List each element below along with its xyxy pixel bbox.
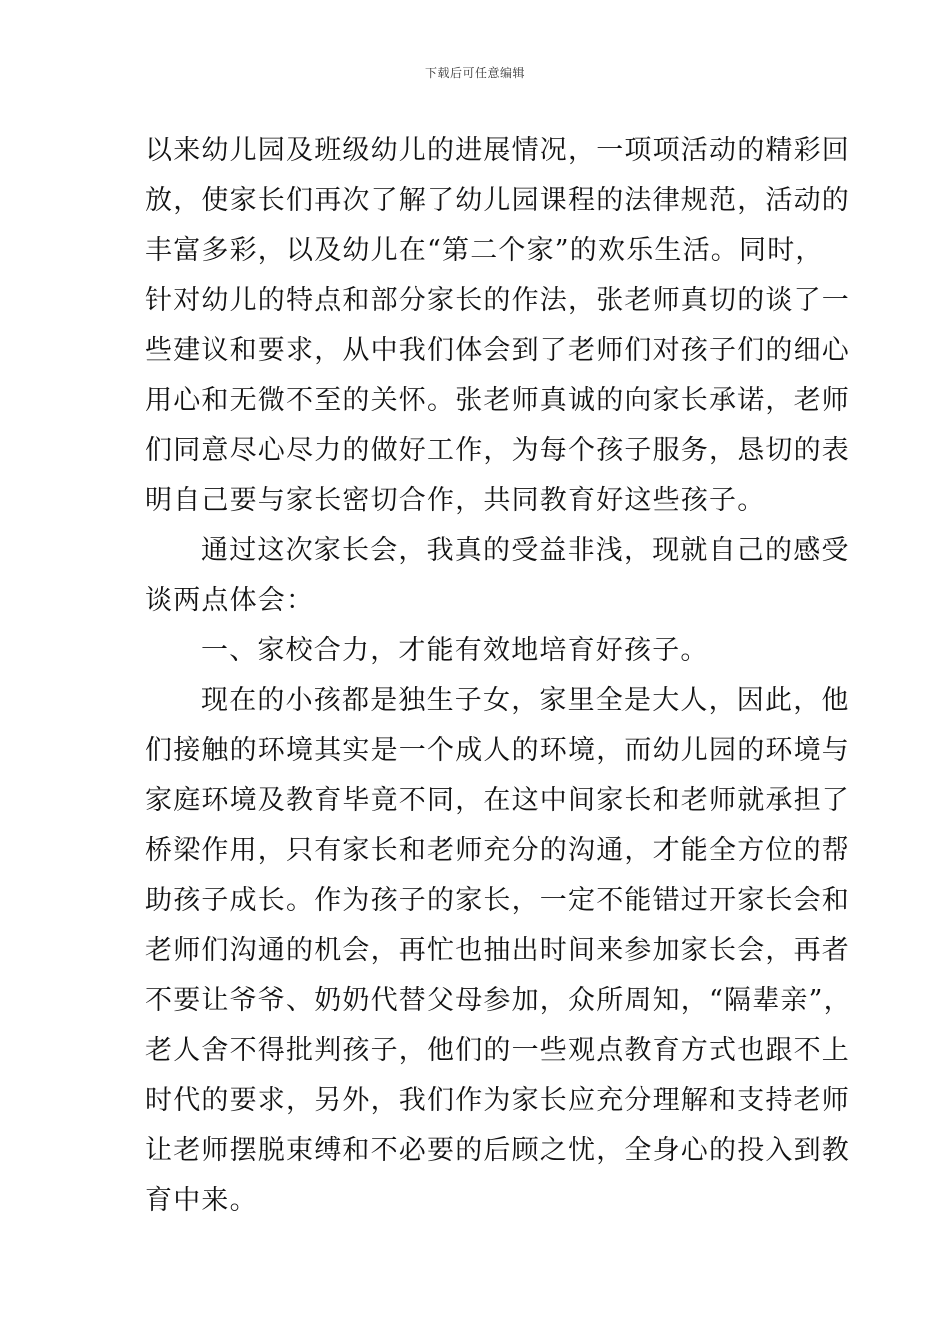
text-line: 通过这次家长会，我真的受益非浅，现就自己的感受 [201,535,850,566]
text-line: 时代的要求，另外，我们作为家长应充分理解和支持老师 [145,1085,850,1116]
text-line: 家庭环境及教育毕竟不同，在这中间家长和老师就承担了 [145,785,850,816]
text-line: 让老师摆脱束缚和不必要的后顾之忧，全身心的投入到教 [145,1135,850,1166]
text-line: 谈两点体会： [145,585,315,616]
text-line: 不要让爷爷、奶奶代替父母参加，众所周知，“隔辈亲”， [145,985,852,1016]
text-line: 些建议和要求，从中我们体会到了老师们对孩子们的细心 [145,335,850,366]
text-line: 桥梁作用，只有家长和老师充分的沟通，才能全方位的帮 [145,835,850,866]
text-line: 育中来。 [145,1185,258,1216]
text-line: 助孩子成长。作为孩子的家长，一定不能错过开家长会和 [145,885,850,916]
text-line: 老人舍不得批判孩子，他们的一些观点教育方式也跟不上 [145,1035,850,1066]
text-line: 用心和无微不至的关怀。张老师真诚的向家长承诺，老师 [145,385,850,416]
text-line: 们同意尽心尽力的做好工作，为每个孩子服务，恳切的表 [145,435,850,466]
text-line: 放，使家长们再次了解了幼儿园课程的法律规范，活动的 [145,185,850,216]
document-body [145,126,852,1226]
text-line: 丰富多彩，以及幼儿在“第二个家”的欢乐生活。同时， [145,235,824,266]
text-line: 们接触的环境其实是一个成人的环境，而幼儿园的环境与 [145,735,850,766]
text-line: 一、家校合力，才能有效地培育好孩子。 [201,635,709,666]
text-line: 老师们沟通的机会，再忙也抽出时间来参加家长会，再者 [145,935,850,966]
page-header: 下载后可任意编辑 [424,66,525,80]
text-line: 现在的小孩都是独生子女，家里全是大人，因此，他 [201,685,850,716]
text-line: 针对幼儿的特点和部分家长的作法，张老师真切的谈了一 [145,285,850,316]
text-line: 明自己要与家长密切合作，共同教育好这些孩子。 [145,485,766,516]
text-line: 以来幼儿园及班级幼儿的进展情况，一项项活动的精彩回 [145,135,850,166]
